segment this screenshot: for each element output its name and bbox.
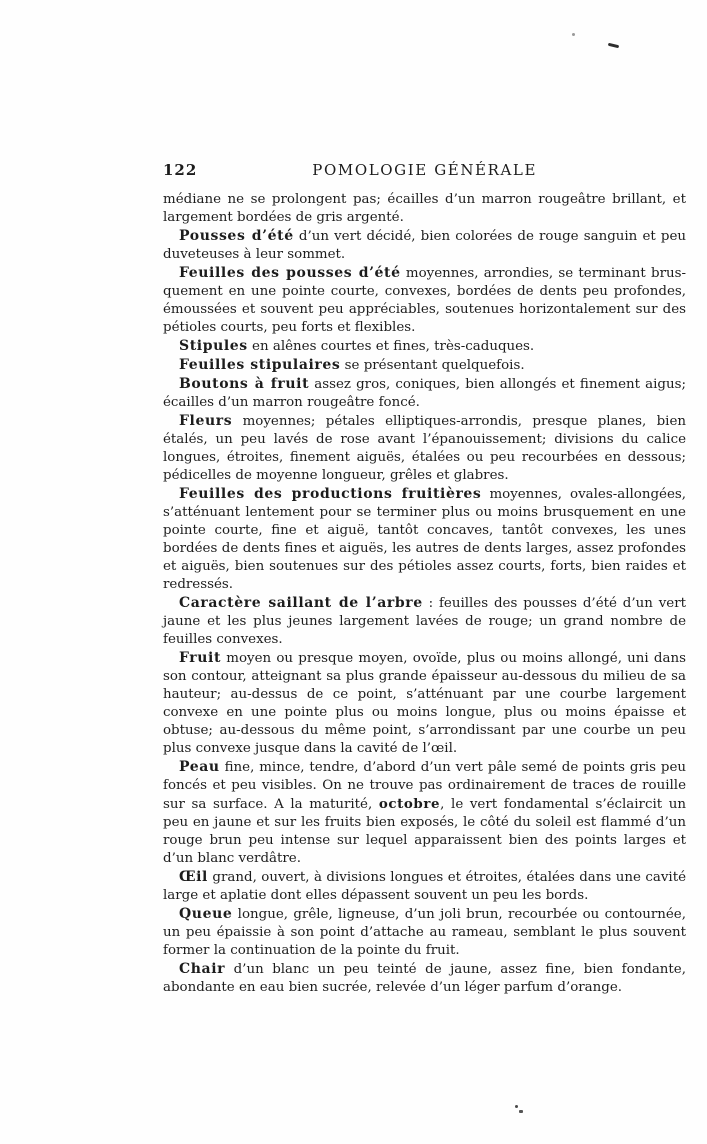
paragraph-text: médiane ne se prolongent pas; écailles d’un marron rougeâtre brillant, et largement bordées de gris argenté.: [163, 192, 686, 225]
term-octobre: octobre: [378, 796, 441, 812]
paragraph-text: moyennes, ovales-allongées, s’atténuant lentement pour se terminer plus ou moins brusquement en une pointe courte, fine et aiguë, tantôt concaves, tantôt convexes, les unes bordées de dents fines et aiguës, les autres de dents larges, assez profondes et aiguës, bien soutenues sur des pétioles assez courts, forts, bien raides et redressés.: [163, 487, 687, 592]
term-oeil: Œil: [179, 869, 208, 885]
paragraph-feuilles-pousses: [163, 264, 686, 337]
term-feuilles-productions: Feuilles des productions fruitières: [179, 486, 482, 502]
paragraph-continuation: [163, 191, 686, 227]
paragraph-peau: [163, 758, 686, 868]
scan-artifact: [608, 43, 619, 49]
term-queue: Queue: [179, 906, 233, 922]
paragraph-text: , le vert fondamental s’éclaircit un peu en jaune et sur les fruits bien exposés, le côté du soleil est flammé d’un rouge brun peu intense sur lequel apparaissent bien des points larges et d’un blanc verdâtre.: [163, 797, 686, 866]
paragraph-text: se présentant quelquefois.: [340, 358, 525, 373]
paragraph-text: d’un blanc un peu teinté de jaune, assez fine, bien fondante, abondante en eau bien sucrée, relevée d’un léger parfum d’orange.: [163, 962, 686, 995]
paragraph-text: longue, grêle, ligneuse, d’un joli brun, recourbée ou contournée, un peu épaissie à son point d’attache au rameau, semblant le plus souvent former la continuation de la pointe du fruit.: [163, 907, 686, 958]
scan-artifact: [519, 1110, 523, 1113]
term-peau: Peau: [179, 759, 220, 775]
term-boutons-a-fruit: Boutons à fruit: [179, 376, 310, 392]
paragraph-text: grand, ouvert, à divisions longues et étroites, étalées dans une cavité large et aplatie dont elles dépassent souvent un peu les bords.: [163, 870, 686, 903]
paragraph-text: moyennes, arrondies, se terminant brusquement en une pointe courte, convexes, bordées de dents peu profondes, émoussées et souvent peu appréciables, soutenues horizontalement sur des pétioles courts, peu forts et flexibles.: [163, 266, 686, 335]
paragraph-queue: [163, 905, 686, 960]
paragraph-text: moyen ou presque moyen, ovoïde, plus ou moins allongé, uni dans son contour, atteignant sa plus grande épaisseur au-dessous du milieu de sa hauteur; au-dessus de ce point, s’atténuant par une courbe largement convexe en une pointe plus ou moins longue, plus ou moins épaisse et obtuse; au-dessous du même point, s’arrondissant par une courbe un peu plus convexe jusque dans la cavité de l’œil.: [163, 651, 686, 756]
term-feuilles-stipulaires: Feuilles stipulaires: [179, 357, 341, 373]
paragraph-text: : feuilles des pousses d’été d’un vert jaune et les plus jeunes largement lavées de rouge; un grand nombre de feuilles convexes.: [163, 596, 686, 647]
term-pousses-dete: Pousses d’été: [179, 228, 294, 244]
paragraph-fruit: [163, 649, 686, 758]
paragraph-fleurs: [163, 412, 686, 485]
term-fruit: Fruit: [179, 650, 222, 666]
term-stipules: Stipules: [179, 338, 248, 354]
paragraph-text: en alênes courtes et fines, très-caduques.: [247, 339, 535, 354]
term-fleurs: Fleurs: [179, 413, 233, 429]
paragraph-text: assez gros, coniques, bien allongés et finement aigus; écailles d’un marron rougeâtre foncé.: [163, 377, 686, 410]
paragraph-text: moyennes; pétales elliptiques-arrondis, presque planes, bien étalés, un peu lavés de rose avant l’épanouissement; divisions du calice longues, étroites, finement aiguës, étalées ou peu recourbées en dessous; pédicelles de moyenne longueur, grêles et glabres.: [163, 414, 686, 483]
paragraph-text: fine, mince, tendre, d’abord d’un vert pâle semé de points gris peu foncés et peu visibles. On ne trouve pas ordinairement de traces de rouille sur sa surface. A la maturité,: [163, 760, 686, 812]
paragraph-boutons-a-fruit: [163, 375, 686, 412]
paragraph-pousses-dete: [163, 227, 686, 264]
paragraph-feuilles-stipulaires: [163, 356, 686, 375]
paragraph-stipules: [163, 337, 686, 356]
scan-artifact: [515, 1105, 518, 1108]
paragraph-chair: [163, 960, 686, 997]
body-text-column: [163, 191, 686, 997]
paragraph-feuilles-productions: [163, 485, 686, 594]
paragraph-text: d’un vert décidé, bien colorées de rouge sanguin et peu duveteuses à leur sommet.: [163, 229, 687, 262]
paragraph-caractere-saillant: [163, 594, 686, 649]
paragraph-oeil: [163, 868, 686, 905]
term-caractere-saillant: Caractère saillant de l’arbre: [179, 595, 423, 611]
running-head: [163, 161, 686, 179]
running-title: POMOLOGIE GÉNÉRALE: [312, 161, 538, 179]
term-chair: Chair: [179, 961, 226, 977]
scan-artifact: [572, 33, 575, 36]
term-feuilles-pousses: Feuilles des pousses d’été: [179, 265, 401, 281]
page-number: 122: [163, 161, 198, 179]
